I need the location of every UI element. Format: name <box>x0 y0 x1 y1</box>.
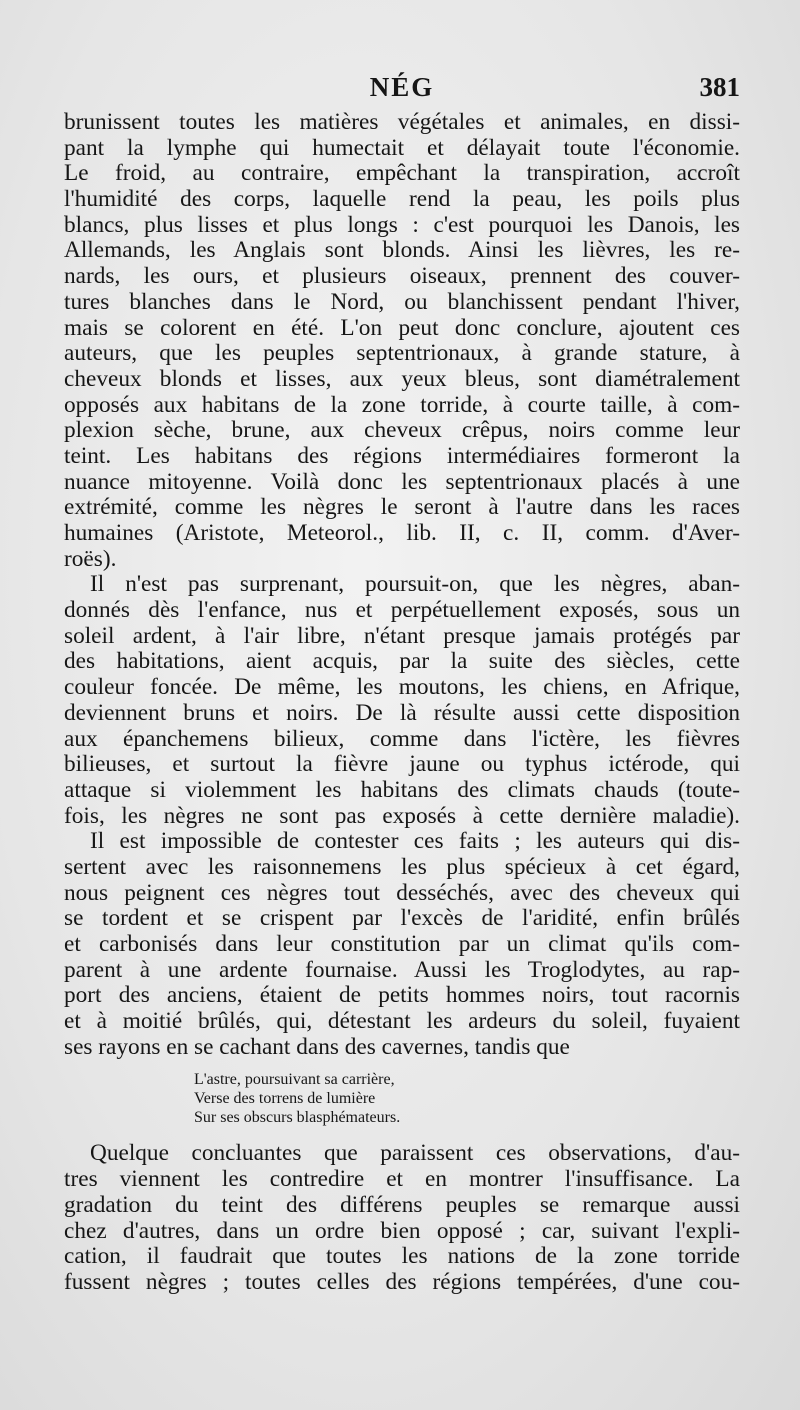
text-line: auteurs, que les peuples septentrionaux, à grande stature, à <box>64 341 740 367</box>
running-head: NÉG <box>369 72 435 102</box>
text-line: parent à une ardente fournaise. Aussi les Troglodytes, au rap- <box>64 957 740 983</box>
text-line: attaque si violemment les habitans des climats chauds (toute- <box>64 777 740 803</box>
paragraph-2 <box>64 572 740 829</box>
text-line: blancs, plus lisses et plus longs : c'est pourquoi les Danois, les <box>64 212 740 238</box>
paragraph-1 <box>64 110 740 572</box>
text-line: mais se colorent en été. L'on peut donc conclure, ajoutent ces <box>64 315 740 341</box>
text-line: couleur foncée. De même, les moutons, les chiens, en Afrique, <box>64 675 740 701</box>
text-line: Il n'est pas surprenant, poursuit-on, que les nègres, aban- <box>90 572 740 598</box>
text-line: Allemands, les Anglais sont blonds. Ainsi les lièvres, les re- <box>64 238 740 264</box>
text-line: ses rayons en se cachant dans des cavernes, tandis que <box>64 1034 570 1060</box>
text-line: Quelque concluantes que paraissent ces observations, d'au- <box>90 1141 740 1167</box>
text-line: chez d'autres, dans un ordre bien opposé ; car, suivant l'expli- <box>64 1218 740 1244</box>
text-line: donnés dès l'enfance, nus et perpétuellement exposés, sous un <box>64 598 740 624</box>
body-text <box>64 110 740 1296</box>
text-line: et à moitié brûlés, qui, détestant les ardeurs du soleil, fuyaient <box>64 1009 740 1035</box>
verse-quotation <box>194 1070 740 1127</box>
text-line: extrémité, comme les nègres le seront à l'autre dans les races <box>64 495 740 521</box>
text-line: nards, les ours, et plusieurs oiseaux, prennent des couver- <box>64 264 740 290</box>
text-line: plexion sèche, brune, aux cheveux crêpus, noirs comme leur <box>64 418 740 444</box>
text-line: sertent avec les raisonnemens les plus spécieux à cet égard, <box>64 854 740 880</box>
paragraph-4 <box>64 1141 740 1295</box>
text-line: aux épanchemens bilieux, comme dans l'ictère, les fièvres <box>64 726 740 752</box>
text-line: roës). <box>64 546 117 572</box>
verse-line: Sur ses obscurs blasphémateurs. <box>194 1109 401 1127</box>
text-line: teint. Les habitans des régions intermédiaires formeront la <box>64 443 740 469</box>
text-line: cation, il faudrait que toutes les nations de la zone torride <box>64 1244 740 1270</box>
text-line: soleil ardent, à l'air libre, n'étant presque jamais protégés par <box>64 623 740 649</box>
text-line: humaines (Aristote, Meteorol., lib. II, c. II, comm. d'Aver- <box>64 521 740 546</box>
text-line: se tordent et se crispent par l'excès de l'aridité, enfin brûlés <box>64 906 740 932</box>
text-line: tures blanches dans le Nord, ou blanchissent pendant l'hiver, <box>64 289 740 315</box>
text-line: opposés aux habitans de la zone torride, à courte taille, à com- <box>64 392 740 418</box>
text-line: tres viennent les contredire et en montrer l'insuffisance. La <box>64 1167 740 1193</box>
text-line: brunissent toutes les matières végétales et animales, en dissi- <box>64 110 740 135</box>
page-header <box>64 72 740 112</box>
text-line: bilieuses, et surtout la fièvre jaune ou typhus ictérode, qui <box>64 752 740 778</box>
text-line: port des anciens, étaient de petits hommes noirs, tout racornis <box>64 983 740 1009</box>
text-line: fussent nègres ; toutes celles des régions tempérées, d'une cou- <box>64 1269 740 1295</box>
text-line: et carbonisés dans leur constitution par un climat qu'ils com- <box>64 932 740 957</box>
page-number: 381 <box>699 72 740 102</box>
text-line: Le froid, au contraire, empêchant la transpiration, accroît <box>64 161 740 187</box>
text-line: gradation du teint des différens peuples se remarque aussi <box>64 1192 740 1218</box>
text-line: des habitations, aient acquis, par la suite des siècles, cette <box>64 649 740 675</box>
text-line: l'humidité des corps, laquelle rend la peau, les poils plus <box>64 187 740 213</box>
text-line: Il est impossible de contester ces faits ; les auteurs qui dis- <box>90 829 740 855</box>
text-line: deviennent bruns et noirs. De là résulte aussi cette disposition <box>64 700 740 726</box>
text-line: nous peignent ces nègres tout desséchés, avec des cheveux qui <box>64 880 740 906</box>
text-line: fois, les nègres ne sont pas exposés à cette dernière maladie). <box>64 803 740 829</box>
text-line: cheveux blonds et lisses, aux yeux bleus, sont diamétralement <box>64 366 740 392</box>
text-line: pant la lymphe qui humectait et délayait toute l'économie. <box>64 135 740 161</box>
text-line: nuance mitoyenne. Voilà donc les septentrionaux placés à une <box>64 469 740 495</box>
paragraph-3 <box>64 829 740 1060</box>
verse-line: L'astre, poursuivant sa carrière, <box>194 1071 395 1089</box>
verse-line: Verse des torrens de lumière <box>194 1090 376 1108</box>
